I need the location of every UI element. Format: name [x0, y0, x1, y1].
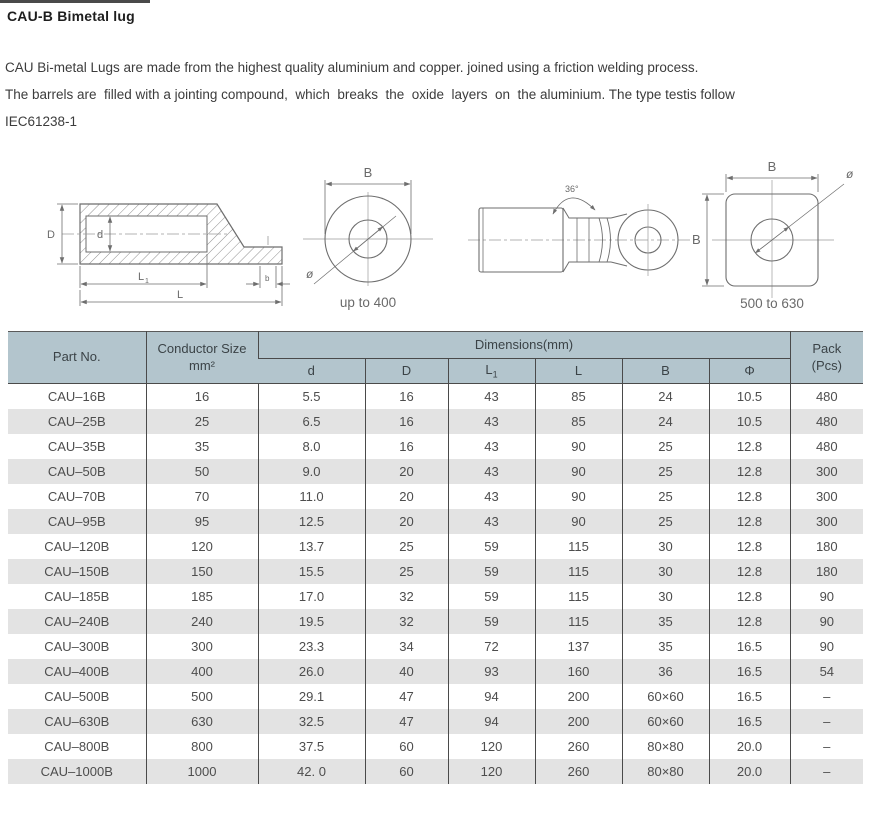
pack-cell: 480 — [790, 409, 863, 434]
dim-phi-cell: 12.8 — [709, 509, 790, 534]
dim-l-cell: 85 — [535, 409, 622, 434]
dim-l-cell: 260 — [535, 759, 622, 784]
dim-B-left-label: B — [692, 232, 701, 247]
dim-D-cell: 20 — [365, 484, 448, 509]
table-row — [8, 634, 863, 659]
part-no-cell: CAU–400B — [44, 664, 110, 679]
dim-d-cell: 32.5 — [258, 709, 365, 734]
conductor-size-cell: 185 — [146, 584, 258, 609]
conductor-size-cell: 120 — [146, 534, 258, 559]
col-header-L: L — [535, 359, 622, 384]
dim-l-cell: 115 — [535, 559, 622, 584]
dim-D-cell: 60 — [365, 759, 448, 784]
conductor-size-cell: 150 — [146, 559, 258, 584]
dim-phi-cell: 12.8 — [709, 559, 790, 584]
description — [5, 54, 865, 135]
pack-cell: 90 — [790, 609, 863, 634]
phi-symbol: ø — [306, 267, 314, 281]
dim-l1-cell: 43 — [448, 384, 535, 410]
top-edge-artifact — [0, 0, 150, 3]
dim-b-cell: 25 — [622, 509, 709, 534]
dim-phi-cell: 12.8 — [709, 459, 790, 484]
table-row — [8, 509, 863, 534]
dim-D-cell: 40 — [365, 659, 448, 684]
pack-cell: – — [790, 734, 863, 759]
dim-D-cell: 32 — [365, 609, 448, 634]
table-body — [8, 384, 863, 785]
dim-d-cell: 17.0 — [258, 584, 365, 609]
part-no-cell: CAU–95B — [47, 514, 106, 529]
dim-l-cell: 90 — [535, 484, 622, 509]
dim-l-cell: 200 — [535, 709, 622, 734]
part-no-cell: CAU–185B — [44, 589, 110, 604]
part-no-cell: CAU–25B — [47, 414, 106, 429]
technical-drawings — [0, 150, 871, 322]
dim-b-cell: 80×80 — [622, 759, 709, 784]
dim-D-cell: 25 — [365, 559, 448, 584]
table-row — [8, 384, 863, 410]
table-row — [8, 484, 863, 509]
dim-b-cell: 35 — [622, 609, 709, 634]
table-header — [8, 332, 863, 384]
pack-line2: (Pcs) — [811, 357, 842, 373]
pack-cell: 180 — [790, 534, 863, 559]
dim-D-cell: 20 — [365, 459, 448, 484]
dim-b-cell: 24 — [622, 409, 709, 434]
dim-phi-cell: 16.5 — [709, 634, 790, 659]
dim-l1-cell: 43 — [448, 434, 535, 459]
col-header-D: D — [365, 359, 448, 384]
dim-phi-cell: 16.5 — [709, 659, 790, 684]
dim-d-cell: 12.5 — [258, 509, 365, 534]
angle-arc — [553, 198, 595, 214]
phi-symbol: ø — [846, 167, 854, 181]
dim-D-cell: 32 — [365, 584, 448, 609]
description-line: IEC61238-1 — [5, 114, 78, 129]
table-row — [8, 684, 863, 709]
dim-b-cell: 24 — [622, 384, 709, 410]
conductor-size-cell: 95 — [146, 509, 258, 534]
dim-b-cell: 60×60 — [622, 684, 709, 709]
dim-b-cell: 30 — [622, 584, 709, 609]
dim-phi-cell: 10.5 — [709, 384, 790, 410]
part-no-cell: CAU–800B — [44, 739, 110, 754]
table-row — [8, 759, 863, 784]
pack-cell: – — [790, 759, 863, 784]
dim-b-label: b — [265, 274, 270, 283]
page-title: CAU-B Bimetal lug — [7, 8, 135, 24]
dim-b-cell: 80×80 — [622, 734, 709, 759]
pack-cell: – — [790, 684, 863, 709]
dim-b-cell: 25 — [622, 434, 709, 459]
round-view-caption: up to 400 — [339, 295, 397, 310]
conductor-size-cell: 630 — [146, 709, 258, 734]
dim-d-cell: 5.5 — [258, 384, 365, 410]
col-header-part-no: Part No. — [8, 332, 146, 384]
conductor-size-cell: 500 — [146, 684, 258, 709]
dim-d-cell: 8.0 — [258, 434, 365, 459]
dim-l-cell: 115 — [535, 584, 622, 609]
col-header-L1: $L_1$ — [448, 359, 535, 384]
table-row — [8, 459, 863, 484]
dim-phi-cell: 10.5 — [709, 409, 790, 434]
conductor-size-cell: 300 — [146, 634, 258, 659]
dim-L1-label: L — [138, 271, 145, 283]
dim-phi-cell: 12.8 — [709, 484, 790, 509]
dim-l-cell: 137 — [535, 634, 622, 659]
dim-d-cell: 15.5 — [258, 559, 365, 584]
square-view-caption: 500 to 630 — [740, 296, 804, 311]
dim-l1-cell: 72 — [448, 634, 535, 659]
description-line: The barrels are filled with a jointing compound, which breaks the oxide layers on the aluminium. The type testis follow — [5, 87, 735, 102]
dim-d-cell: 13.7 — [258, 534, 365, 559]
dim-D-cell: 20 — [365, 509, 448, 534]
lug-section-drawing — [32, 192, 292, 312]
dim-l-cell: 115 — [535, 609, 622, 634]
dim-b-cell: 35 — [622, 634, 709, 659]
spec-table — [8, 331, 863, 784]
table-row — [8, 409, 863, 434]
pack-cell: 300 — [790, 509, 863, 534]
table-row — [8, 534, 863, 559]
table-row — [8, 734, 863, 759]
dim-l1-cell: 94 — [448, 684, 535, 709]
dim-l1-cell: 59 — [448, 559, 535, 584]
pack-cell: 54 — [790, 659, 863, 684]
dim-L1-sub: 1 — [145, 278, 149, 285]
dim-d-cell: 9.0 — [258, 459, 365, 484]
dim-phi-cell: 12.8 — [709, 609, 790, 634]
dim-D-cell: 34 — [365, 634, 448, 659]
angle-label: 36° — [565, 184, 579, 194]
table-row — [8, 609, 863, 634]
part-no-cell: CAU–70B — [47, 489, 106, 504]
table-row — [8, 709, 863, 734]
dim-d-cell: 37.5 — [258, 734, 365, 759]
dim-D-cell: 16 — [365, 409, 448, 434]
pack-cell: 90 — [790, 584, 863, 609]
dim-l1-cell: 59 — [448, 609, 535, 634]
dim-b-cell: 25 — [622, 459, 709, 484]
pack-cell: 480 — [790, 384, 863, 410]
dim-l-cell: 160 — [535, 659, 622, 684]
dim-l1-cell: 43 — [448, 409, 535, 434]
col-header-B: B — [622, 359, 709, 384]
part-no-cell: CAU–1000B — [40, 764, 113, 779]
conductor-size-cell: 1000 — [146, 759, 258, 784]
dim-l-cell: 90 — [535, 509, 622, 534]
description-line: CAU Bi-metal Lugs are made from the highest quality aluminium and copper. joined using a friction welding process. — [5, 60, 699, 75]
table-row — [8, 584, 863, 609]
part-no-cell: CAU–240B — [44, 614, 110, 629]
dim-l1-cell: 120 — [448, 759, 535, 784]
dim-phi-cell: 16.5 — [709, 709, 790, 734]
dim-D-cell: 47 — [365, 709, 448, 734]
dim-l-cell: 200 — [535, 684, 622, 709]
dim-l1-cell: 43 — [448, 484, 535, 509]
pack-cell: 300 — [790, 484, 863, 509]
lug-side-view-drawing — [465, 178, 700, 293]
dim-phi-cell: 12.8 — [709, 534, 790, 559]
dim-D-cell: 47 — [365, 684, 448, 709]
dim-d-cell: 11.0 — [258, 484, 365, 509]
conductor-size-cell: 35 — [146, 434, 258, 459]
dim-b-cell: 60×60 — [622, 709, 709, 734]
col-header-dimensions: Dimensions(mm) — [258, 332, 790, 359]
dim-l1-cell: 43 — [448, 509, 535, 534]
conductor-size-cell: 70 — [146, 484, 258, 509]
pack-cell: 300 — [790, 459, 863, 484]
dim-D-cell: 16 — [365, 384, 448, 410]
conductor-size-line2: mm² — [189, 357, 215, 373]
dim-l1-cell: 43 — [448, 459, 535, 484]
dim-D-label: D — [47, 229, 55, 241]
part-no-cell: CAU–35B — [47, 439, 106, 454]
conductor-size-cell: 800 — [146, 734, 258, 759]
dim-l-cell: 90 — [535, 459, 622, 484]
conductor-size-cell: 400 — [146, 659, 258, 684]
part-no-cell: CAU–500B — [44, 689, 110, 704]
dim-phi-cell: 20.0 — [709, 759, 790, 784]
square-end-view-drawing — [688, 160, 868, 312]
part-no-cell: CAU–630B — [44, 714, 110, 729]
dim-l1-cell: 59 — [448, 534, 535, 559]
dim-d-cell: 42. 0 — [258, 759, 365, 784]
dim-l1-cell: 93 — [448, 659, 535, 684]
table-row — [8, 659, 863, 684]
part-no-cell: CAU–16B — [47, 389, 106, 404]
pack-cell: 90 — [790, 634, 863, 659]
dim-l1-cell: 120 — [448, 734, 535, 759]
pack-cell: 180 — [790, 559, 863, 584]
dim-b-cell: 30 — [622, 534, 709, 559]
dim-B-label: B — [363, 165, 373, 180]
dim-phi-cell: 20.0 — [709, 734, 790, 759]
dim-phi-cell: 12.8 — [709, 584, 790, 609]
dim-b-cell: 25 — [622, 484, 709, 509]
col-header-conductor-size — [146, 332, 258, 384]
dim-D-cell: 25 — [365, 534, 448, 559]
dim-d-cell: 26.0 — [258, 659, 365, 684]
dim-d-cell: 29.1 — [258, 684, 365, 709]
dim-D-cell: 16 — [365, 434, 448, 459]
dim-d-cell: 23.3 — [258, 634, 365, 659]
col-header-pack — [790, 332, 863, 384]
dim-d-cell: 19.5 — [258, 609, 365, 634]
dim-B-top-label: B — [767, 159, 777, 174]
dim-l-cell: 85 — [535, 384, 622, 410]
conductor-size-cell: 25 — [146, 409, 258, 434]
dim-phi-cell: 12.8 — [709, 434, 790, 459]
dim-d-cell: 6.5 — [258, 409, 365, 434]
col-header-d: d — [258, 359, 365, 384]
dim-l1-cell: 59 — [448, 584, 535, 609]
dim-d-label: d — [97, 229, 104, 241]
dim-l-cell: 260 — [535, 734, 622, 759]
table-row — [8, 559, 863, 584]
part-no-cell: CAU–50B — [47, 464, 106, 479]
part-no-cell: CAU–120B — [44, 539, 110, 554]
conductor-size-cell: 16 — [146, 384, 258, 410]
part-no-cell: CAU–150B — [44, 564, 110, 579]
dim-D-cell: 60 — [365, 734, 448, 759]
pack-cell: 480 — [790, 434, 863, 459]
dim-l-cell: 90 — [535, 434, 622, 459]
conductor-size-cell: 240 — [146, 609, 258, 634]
dim-b-cell: 30 — [622, 559, 709, 584]
dim-l-cell: 115 — [535, 534, 622, 559]
conductor-size-cell: 50 — [146, 459, 258, 484]
col-header-phi: Φ — [709, 359, 790, 384]
round-end-view-drawing — [298, 164, 438, 314]
pack-line1: Pack — [812, 341, 842, 357]
dim-b-cell: 36 — [622, 659, 709, 684]
table-row — [8, 434, 863, 459]
part-no-cell: CAU–300B — [44, 639, 110, 654]
dim-L-label: L — [177, 289, 184, 301]
dim-phi-cell: 16.5 — [709, 684, 790, 709]
dim-l1-cell: 94 — [448, 709, 535, 734]
conductor-size-line1: Conductor Size — [157, 341, 247, 357]
pack-cell: – — [790, 709, 863, 734]
